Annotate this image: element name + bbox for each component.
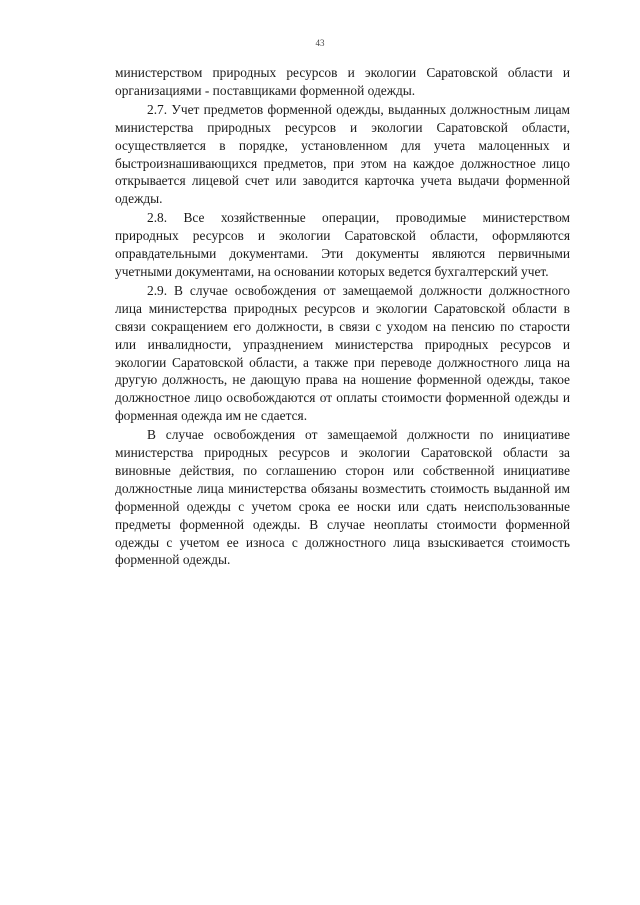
paragraph-2-8: 2.8. Все хозяйственные операции, проводимые министерством природных ресурсов и экологии Саратовской области, оформляются оправдательными документами. Эти документы являются первичными учетными документами, на основании которых ведется бухгалтерский учет. [115,210,570,279]
document-body [115,64,570,569]
paragraph-2-9: 2.9. В случае освобождения от замещаемой должности должностного лица министерства природных ресурсов и экологии Саратовской области в связи сокращением его должности, в связи с уходом на пенсию по старости или инвалидности, упразднением министерства природных ресурсов и экологии Саратовской области, а также при переводе должностного лица на другую должность, не дающую права на ношение форменной одежды, такое должностное лицо освобождаются от оплаты стоимости форменной одежды и форменная одежда им не сдается. [115,282,570,424]
paragraph-2-7: 2.7. Учет предметов форменной одежды, выданных должностным лицам министерства природных ресурсов и экологии Саратовской области, осуществляется в порядке, установленном для учета малоценных и быстроизнашивающихся предметов, при этом на каждое должностное лицо открывается лицевой счет или заводится карточка учета выдачи форменной одежды. [115,101,570,207]
paragraph-continuation: министерством природных ресурсов и экологии Саратовской области и организациями - поставщиками форменной одежды. [115,65,570,98]
page-number: 43 [315,38,325,48]
paragraph-dismissal-initiative: В случае освобождения от замещаемой должности по инициативе министерства природных ресурсов и экологии Саратовской области за виновные действия, по соглашению сторон или собственной инициативе должностные лица министерства обязаны возместить стоимость выданной им форменной одежды с учетом срока ее носки или сдать неиспользованные предметы форменной одежды. В случае неоплаты стоимости форменной одежды с учетом ее износа с должностного лица взыскивается стоимость форменной одежды. [115,427,570,568]
